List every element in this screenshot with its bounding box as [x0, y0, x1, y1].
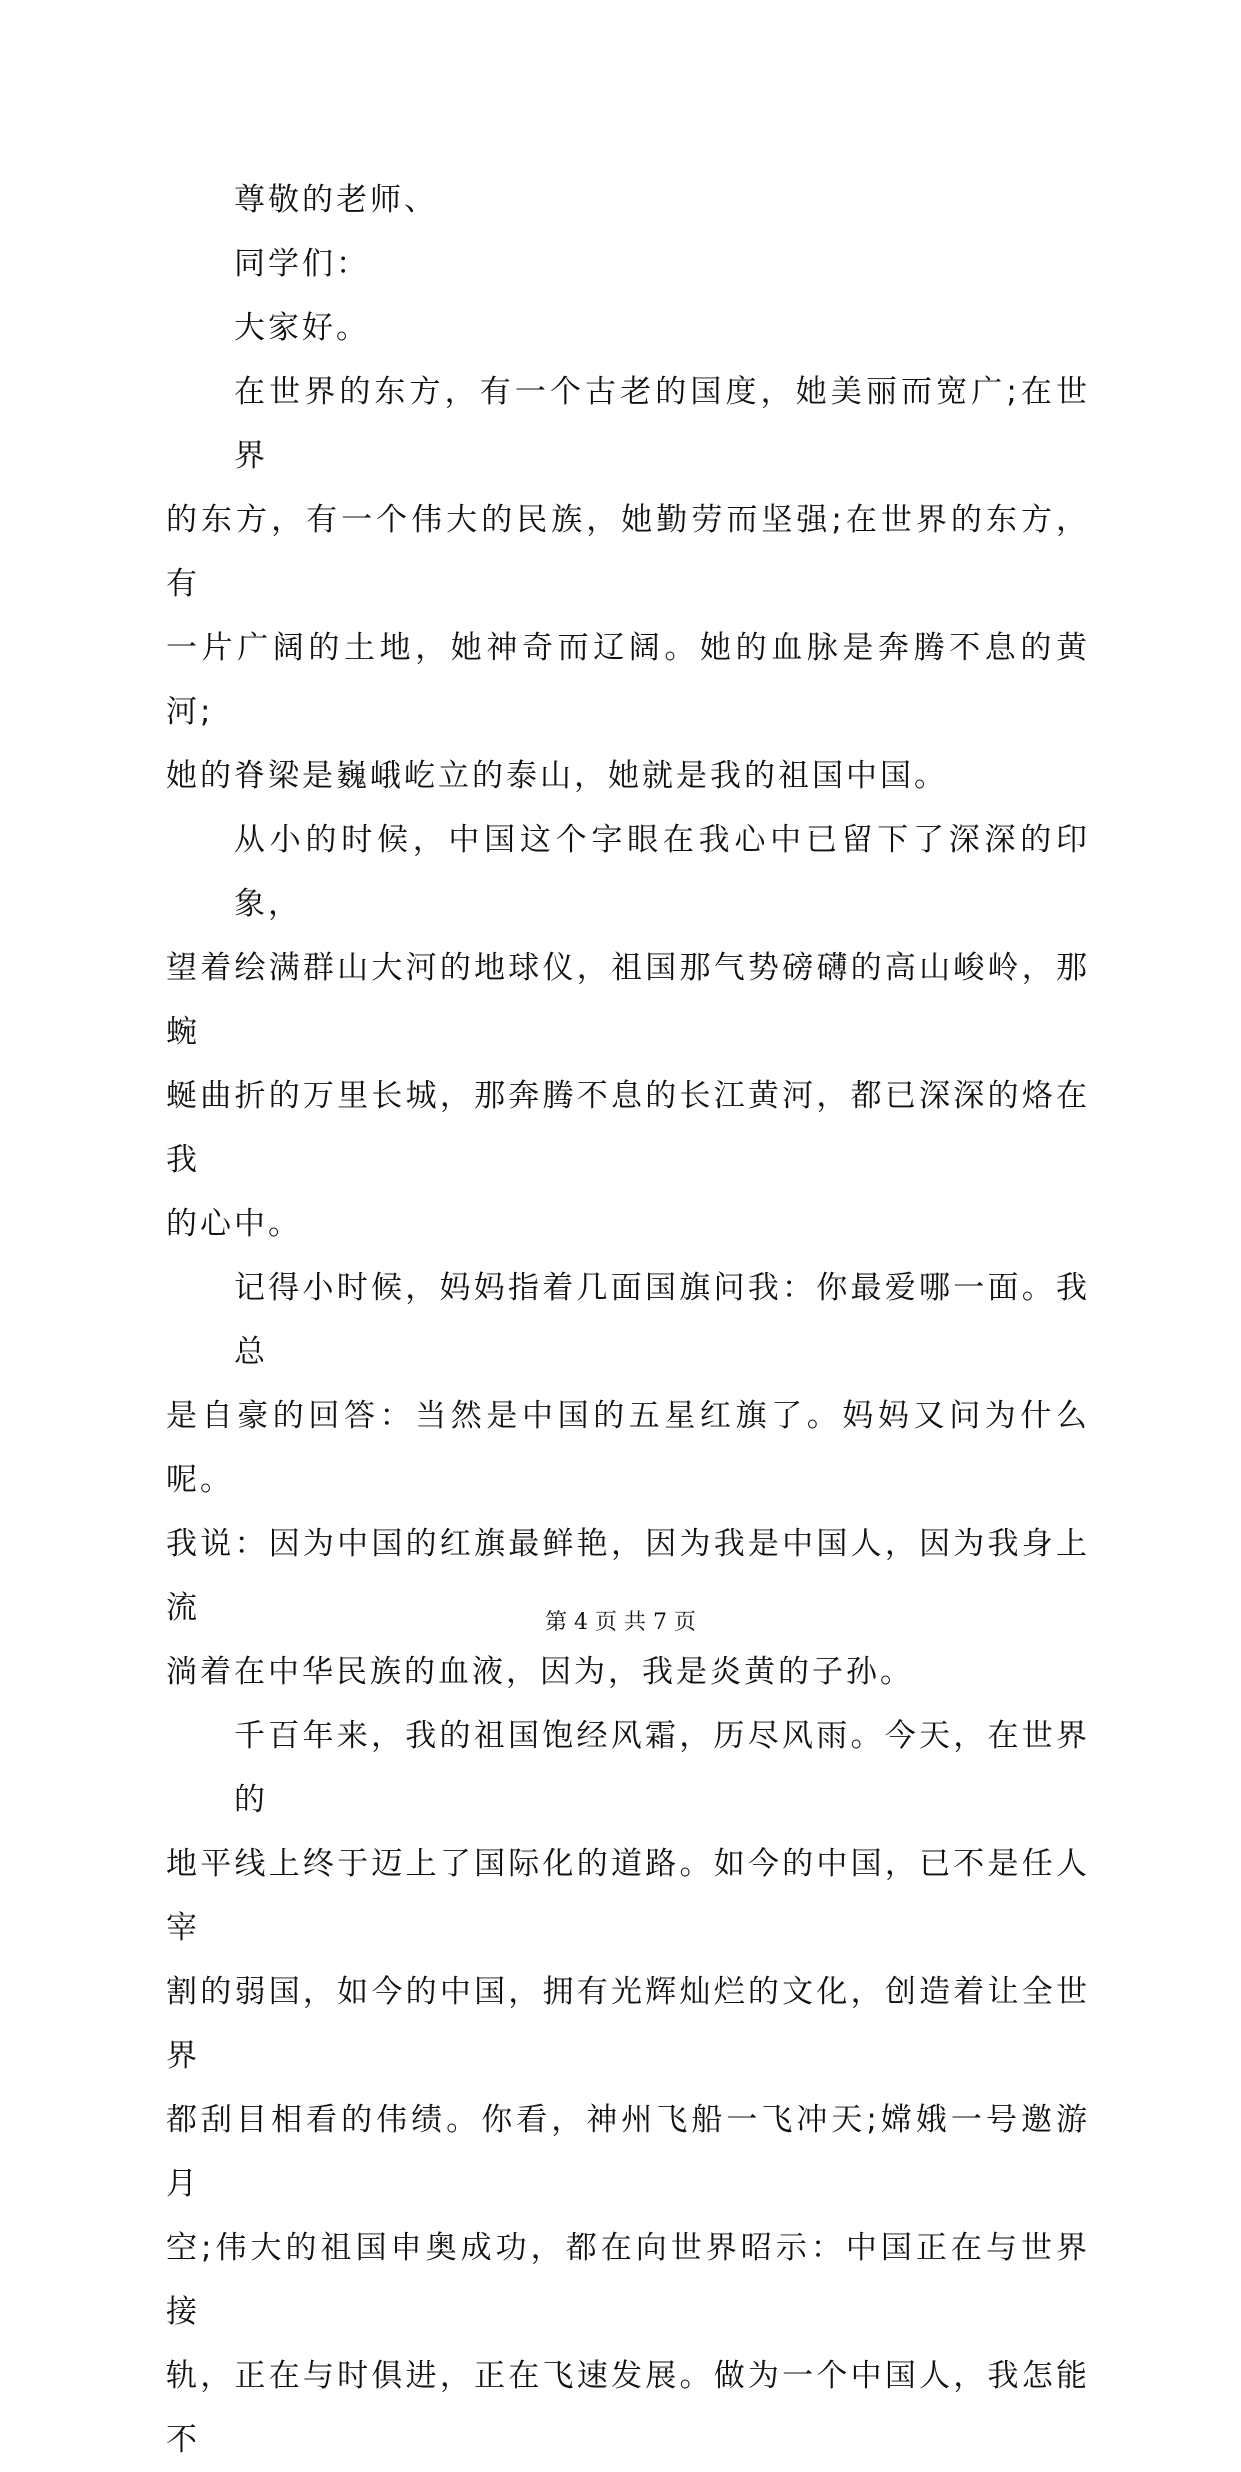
paragraph-line: 淌着在中华民族的血液，因为，我是炎黄的子孙。 — [166, 1654, 914, 1690]
paragraph — [166, 360, 1090, 808]
paragraph-line: 都刮目相看的伟绩。你看，神州飞船一飞冲天;嫦娥一号邀游月 — [166, 2102, 1090, 2202]
paragraph-line: 空;伟大的祖国申奥成功，都在向世界昭示：中国正在与世界接 — [166, 2230, 1090, 2330]
paragraph-line: 我说：因为中国的红旗最鲜艳，因为我是中国人，因为我身上流 — [166, 1526, 1090, 1626]
paragraph-line: 地平线上终于迈上了国际化的道路。如今的中国，已不是任人宰 — [166, 1846, 1090, 1946]
greeting-line — [166, 296, 1090, 360]
paragraph-line: 是自豪的回答：当然是中国的五星红旗了。妈妈又问为什么呢。 — [166, 1398, 1090, 1498]
paragraph-line: 一片广阔的土地，她神奇而辽阔。她的血脉是奔腾不息的黄河; — [166, 630, 1090, 730]
greeting-text: 大家好。 — [234, 310, 370, 346]
paragraph-line: 蜒曲折的万里长城，那奔腾不息的长江黄河，都已深深的烙在我 — [166, 1078, 1090, 1178]
paragraph-line: 她的脊梁是巍峨屹立的泰山，她就是我的祖国中国。 — [166, 758, 948, 794]
paragraph-line: 的东方，有一个伟大的民族，她勤劳而坚强;在世界的东方，有 — [166, 502, 1090, 602]
document-body — [166, 168, 1090, 2472]
paragraph-line: 在世界的东方，有一个古老的国度，她美丽而宽广;在世界 — [234, 374, 1090, 474]
greeting-line — [166, 232, 1090, 296]
greeting-text: 同学们： — [234, 246, 370, 282]
paragraph-line: 望着绘满群山大河的地球仪，祖国那气势磅礴的高山峻岭，那蜿 — [166, 950, 1090, 1050]
paragraph-line: 记得小时候，妈妈指着几面国旗问我：你最爱哪一面。我总 — [234, 1270, 1090, 1370]
greeting-line — [166, 168, 1090, 232]
paragraph-line: 从小的时候，中国这个字眼在我心中已留下了深深的印象， — [234, 822, 1090, 922]
page-number-footer: 第 4 页 共 7 页 — [545, 1610, 696, 1635]
paragraph — [166, 1704, 1090, 2472]
paragraph-line: 的心中。 — [166, 1206, 302, 1242]
paragraph-line: 轨，正在与时俱进，正在飞速发展。做为一个中国人，我怎能不 — [166, 2358, 1090, 2458]
greeting-text: 尊敬的老师、 — [234, 182, 438, 218]
paragraph — [166, 808, 1090, 1256]
paragraph-line: 千百年来，我的祖国饱经风霜，历尽风雨。今天，在世界的 — [234, 1718, 1090, 1818]
paragraph — [166, 1256, 1090, 1704]
paragraph-line: 割的弱国，如今的中国，拥有光辉灿烂的文化，创造着让全世界 — [166, 1974, 1090, 2074]
